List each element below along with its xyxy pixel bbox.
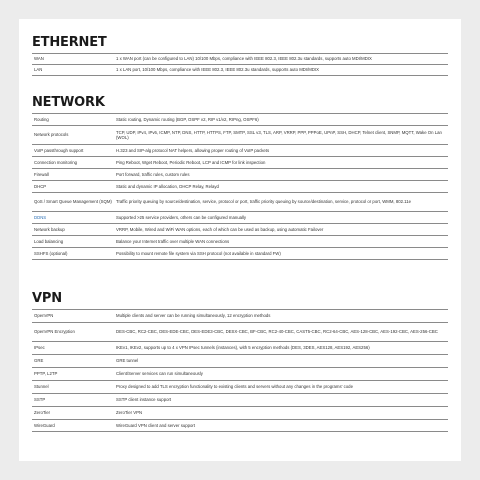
table-row: [32, 393, 448, 406]
spec-sheet: [19, 19, 461, 461]
row-label: GRE: [34, 358, 44, 364]
spec-table: [32, 309, 448, 432]
section-network: [32, 93, 448, 260]
table-row: [32, 247, 448, 260]
row-label: QoS / Smart Queue Management (SQM): [34, 199, 112, 205]
section-title: ETHERNET: [32, 35, 107, 50]
row-value: 1 x WAN port (can be configured to LAN) 10/100 Mbps, compliance with IEEE 802.3, IEEE 802.3u standards, supports auto MDI/MDIX: [116, 56, 372, 62]
row-label: WAN: [34, 56, 44, 62]
row-label: ZeroTier: [34, 410, 51, 416]
row-label: OpenVPN Encryption: [34, 329, 75, 335]
row-value: TCP, UDP, IPv4, IPv6, ICMP, NTP, DNS, HTTP, HTTPS, FTP, SMTP, SSL v3, TLS, ARP, VRRP, PPP, PPPoE, UPnP, SSH, DHCP, Telnet client, SNMP, MQTT, Wake On Lan (WOL): [116, 129, 442, 140]
row-label: OpenVPN: [34, 313, 54, 319]
section-ethernet: [32, 33, 448, 76]
table-row: [32, 322, 448, 341]
table-row: [32, 235, 448, 247]
table-row: [32, 223, 448, 235]
table-row: [32, 125, 448, 144]
table-row: [32, 192, 448, 211]
row-value: IKEv1, IKEv2, supports up to 4 x VPN IPsec tunnels (instances), with 5 encryption methods (DES, 3DES, AES128, AES192, AES256): [116, 345, 370, 351]
table-row: [32, 156, 448, 168]
row-label: Network backup: [34, 226, 65, 232]
section-vpn: [32, 289, 448, 432]
row-label: WireGuard: [34, 422, 55, 428]
table-row: [32, 419, 448, 432]
row-value: Proxy designed to add TLS encryption functionality to existing clients and servers without any changes in the programs' code: [116, 384, 353, 390]
row-value: Static routing, Dynamic routing (BGP, OSPF v2, RIP v1/v2, RIPng, OSPF6): [116, 116, 259, 122]
row-value: Balance your Internet traffic over multiple WAN connections: [116, 238, 230, 244]
row-value: Supported >25 service providers, others can be configured manually: [116, 214, 247, 220]
spec-table: [32, 53, 448, 76]
table-row: [32, 354, 448, 367]
row-value: WireGuard VPN client and server support: [116, 422, 196, 428]
row-label: DHCP: [34, 183, 47, 189]
row-value: Port forward, traffic rules, custom rules: [116, 171, 190, 177]
row-label: Routing: [34, 116, 49, 122]
table-row: [32, 53, 448, 64]
row-value: DES-CBC, RC2-CBC, DES-EDE-CBC, DES-EDE3-CBC, DESX-CBC, BF-CBC, RC2-40-CBC, CAST5-CBC, RC2-64-CBC, AES-128-CBC, AES-192-CBC, AES-256-CBC: [116, 329, 438, 335]
section-title: NETWORK: [32, 95, 105, 110]
row-label: Firewall: [34, 171, 49, 177]
spec-table: [32, 113, 448, 260]
table-row: [32, 367, 448, 380]
row-label: Stunnel: [34, 384, 49, 390]
row-label: SSTP: [34, 397, 46, 403]
row-value: Multiple clients and server can be running simultaneously, 12 encryption methods: [116, 313, 271, 319]
table-row: [32, 341, 448, 354]
table-row: [32, 406, 448, 419]
row-value: SSTP client instance support: [116, 397, 172, 403]
table-row: [32, 64, 448, 76]
row-value: H.323 and SIP-alg protocol NAT helpers, allowing proper routing of VoIP packets: [116, 147, 270, 153]
table-row[interactable]: [32, 211, 448, 223]
row-label: VoIP passthrough support: [34, 147, 84, 153]
row-value: Ping Reboot, Wget Reboot, Periodic Reboot, LCP and ICMP for link inspection: [116, 159, 266, 165]
row-label-link[interactable]: DDNS: [34, 214, 47, 220]
row-value: Possibility to mount remote file system via SSH protocol (not available in standard FW): [116, 250, 281, 256]
row-label: SSHFS (optional): [34, 250, 68, 256]
row-value: Traffic priority queuing by source/destination, service, protocol or port, traffic priority queuing by source/destination, service, protocol or port, WMM, 802.11e: [116, 199, 412, 205]
row-value: ZeroTier VPN: [116, 410, 143, 416]
row-label: Connection monitoring: [34, 159, 77, 165]
table-row: [32, 113, 448, 125]
table-row: [32, 309, 448, 322]
table-row: [32, 380, 448, 393]
row-value: Client/Server services can run simultaneously: [116, 371, 203, 377]
row-label: Network protocols: [34, 132, 69, 138]
row-label: LAN: [34, 67, 43, 73]
row-value: GRE tunnel: [116, 358, 139, 364]
row-value: VRRP, Mobile, Wired and WiFi WAN options, each of which can be used as backup, using automatic Failover: [116, 226, 324, 232]
section-title: VPN: [32, 291, 62, 306]
row-value: 1 x LAN port, 10/100 Mbps, compliance with IEEE 802.3, IEEE 802.3u standards, supports auto MDI/MDIX: [116, 67, 320, 73]
table-row: [32, 180, 448, 192]
row-value: Static and dynamic IP allocation, DHCP Relay, Relayd: [116, 183, 219, 189]
row-label: PPTP, L2TP: [34, 371, 58, 377]
table-row: [32, 144, 448, 156]
table-row: [32, 168, 448, 180]
row-label: Load balancing: [34, 238, 64, 244]
row-label: IPsec: [34, 345, 45, 351]
